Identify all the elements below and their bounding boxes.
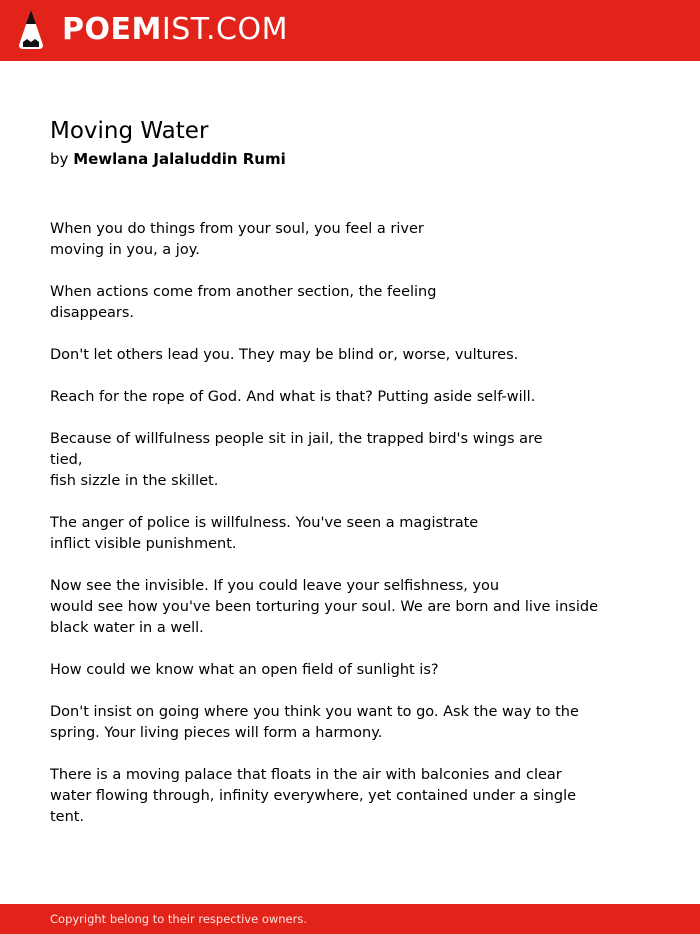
poem-title: Moving Water: [50, 118, 209, 144]
poem-line: inflict visible punishment.: [50, 536, 237, 552]
poem-stanza: [50, 702, 610, 744]
poem-author: Mewlana Jalaluddin Rumi: [73, 150, 286, 168]
poem-stanza: [50, 429, 610, 492]
poem-line: spring. Your living pieces will form a harmony.: [50, 725, 383, 741]
poem-line: tent.: [50, 809, 85, 825]
poem-line: The anger of police is willfulness. You've seen a magistrate: [50, 515, 479, 531]
poem-stanza: [50, 345, 610, 366]
poem-line: Because of willfulness people sit in jail, the trapped bird's wings are: [50, 431, 543, 447]
poem-body: [50, 219, 610, 849]
poem-stanza: [50, 576, 610, 639]
by-label: by: [50, 150, 69, 168]
poem-line: When you do things from your soul, you feel a river: [50, 221, 424, 237]
poem-stanza: [50, 660, 610, 681]
poem-line: Don't insist on going where you think you want to go. Ask the way to the: [50, 704, 579, 720]
poem-stanza: [50, 387, 610, 408]
poem-line: How could we know what an open field of sunlight is?: [50, 662, 439, 678]
poem-line: water flowing through, infinity everywhere, yet contained under a single: [50, 788, 577, 804]
poem-line: black water in a well.: [50, 620, 204, 636]
logo-text-bold: POEM: [62, 12, 162, 47]
site-logo[interactable]: [62, 10, 288, 50]
site-footer: [0, 904, 700, 934]
poem-line: would see how you've been torturing your soul. We are born and live inside: [50, 599, 598, 615]
copyright-text: Copyright belong to their respective owners.: [50, 912, 308, 926]
poem-line: Now see the invisible. If you could leave your selfishness, you: [50, 578, 500, 594]
poem-line: tied,: [50, 452, 83, 468]
poem-line: When actions come from another section, the feeling: [50, 284, 437, 300]
logo-text-light: IST.COM: [161, 12, 288, 47]
poem-byline: [50, 148, 286, 170]
poem-stanza: [50, 765, 610, 828]
poem-line: fish sizzle in the skillet.: [50, 473, 219, 489]
poem-stanza: [50, 282, 610, 324]
poem-line: Don't let others lead you. They may be blind or, worse, vultures.: [50, 347, 519, 363]
poem-line: disappears.: [50, 305, 135, 321]
poem-line: moving in you, a joy.: [50, 242, 200, 258]
site-header: [0, 0, 700, 61]
pencil-tip-icon: [17, 9, 45, 51]
poem-line: There is a moving palace that floats in the air with balconies and clear: [50, 767, 562, 783]
poem-line: Reach for the rope of God. And what is that? Putting aside self-will.: [50, 389, 536, 405]
poem-stanza: [50, 219, 610, 261]
poem-stanza: [50, 513, 610, 555]
